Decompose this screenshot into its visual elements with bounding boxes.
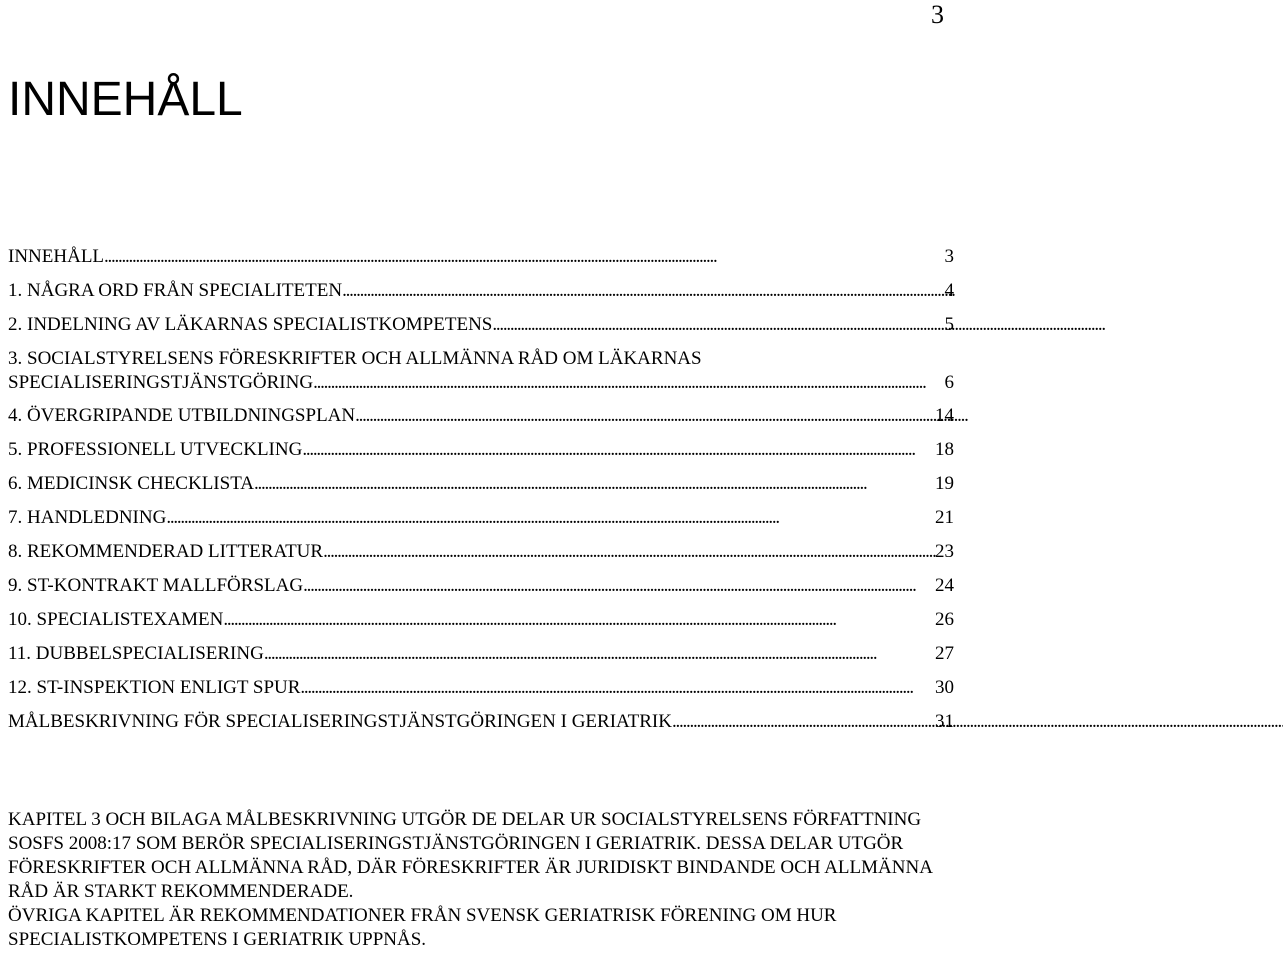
page-number: 3	[931, 0, 944, 29]
toc-leader-dots	[166, 501, 933, 535]
toc-entry-page: 4	[944, 280, 954, 301]
toc-entry-page: 27	[935, 643, 954, 664]
toc-entry-page: 18	[935, 439, 954, 460]
toc-entry-page: 23	[935, 541, 954, 562]
notes-section	[8, 808, 954, 952]
toc-leader-dots	[302, 433, 933, 467]
toc-leader-dots	[672, 705, 933, 739]
toc-entry-5[interactable]	[8, 433, 954, 467]
toc-entry-page: 3	[944, 246, 954, 267]
toc-entry-label-continued: SPECIALISERINGSTJÄNSTGÖRING	[8, 372, 314, 393]
toc-entry-page: 31	[935, 711, 954, 732]
toc-leader-dots	[313, 371, 942, 395]
toc-entry-label: 7. HANDLEDNING	[8, 507, 167, 528]
toc-leader-dots	[264, 637, 933, 671]
toc-leader-dots	[254, 467, 933, 501]
toc-entry-2[interactable]	[8, 308, 954, 342]
toc-leader-dots	[355, 399, 933, 433]
toc-leader-dots	[492, 308, 942, 342]
toc-entry-page: 14	[935, 405, 954, 426]
toc-entry-label: INNEHÅLL	[8, 246, 105, 267]
toc-entry-label: 12. ST-INSPEKTION ENLIGT SPUR	[8, 677, 301, 698]
toc-entry-label: 3. SOCIALSTYRELSENS FÖRESKRIFTER OCH ALLMÄNNA RÅD OM LÄKARNAS	[8, 348, 702, 369]
toc-entry-page: 30	[935, 677, 954, 698]
toc-entry-page: 21	[935, 507, 954, 528]
note-paragraph: KAPITEL 3 OCH BILAGA MÅLBESKRIVNING UTGÖR DE DELAR UR SOCIALSTYRELSENS FÖRFATTNING SOSFS 2008:17 SOM BERÖR SPECIALISERINGSTJÄNSTGÖRINGEN I GERIATRIK. DESSA DELAR UTGÖR FÖRESKRIFTER OCH ALLMÄNNA RÅD, DÄR FÖRESKRIFTER ÄR JURIDISKT BINDANDE OCH ALLMÄNNA RÅD ÄR STARKT REKOMMENDERADE.	[8, 809, 932, 902]
toc-entry-label: 9. ST-KONTRAKT MALLFÖRSLAG	[8, 575, 304, 596]
toc-leader-dots	[300, 671, 933, 705]
toc-entry-label: 11. DUBBELSPECIALISERING	[8, 643, 264, 664]
toc-entry-1[interactable]	[8, 274, 954, 308]
toc-entry-label: 4. ÖVERGRIPANDE UTBILDNINGSPLAN	[8, 405, 356, 426]
table-of-contents	[8, 240, 954, 739]
toc-entry-9[interactable]	[8, 569, 954, 603]
toc-leader-dots	[342, 274, 942, 308]
toc-entry-label: 8. REKOMMENDERAD LITTERATUR	[8, 541, 324, 562]
page-title: INNEHÅLL	[8, 73, 243, 126]
toc-entry-10[interactable]	[8, 603, 954, 637]
toc-entry-label: 6. MEDICINSK CHECKLISTA	[8, 473, 255, 494]
toc-entry-page: 6	[944, 372, 954, 393]
toc-entry-label: 10. SPECIALISTEXAMEN	[8, 609, 224, 630]
toc-leader-dots	[303, 569, 933, 603]
toc-entry-label: MÅLBESKRIVNING FÖR SPECIALISERINGSTJÄNSTGÖRINGEN I GERIATRIK	[8, 711, 672, 732]
toc-leader-dots	[323, 535, 933, 569]
toc-entry-12[interactable]	[8, 671, 954, 705]
toc-leader-dots	[104, 240, 942, 274]
toc-entry-label: 5. PROFESSIONELL UTVECKLING	[8, 439, 303, 460]
toc-entry-malbeskrivning[interactable]	[8, 705, 954, 739]
toc-entry-6[interactable]	[8, 467, 954, 501]
toc-entry-4[interactable]	[8, 399, 954, 433]
toc-entry-8[interactable]	[8, 535, 954, 569]
toc-entry-label: 1. NÅGRA ORD FRÅN SPECIALITETEN	[8, 280, 343, 301]
toc-entry-page: 5	[944, 314, 954, 335]
toc-entry-7[interactable]	[8, 501, 954, 535]
toc-entry-label: 2. INDELNING AV LÄKARNAS SPECIALISTKOMPETENS	[8, 314, 493, 335]
toc-entry-3[interactable]	[8, 342, 954, 399]
toc-entry-innehall[interactable]	[8, 240, 954, 274]
toc-entry-page: 26	[935, 609, 954, 630]
toc-entry-page: 19	[935, 473, 954, 494]
note-paragraph: ÖVRIGA KAPITEL ÄR REKOMMENDATIONER FRÅN SVENSK GERIATRISK FÖRENING OM HUR SPECIALISTKOMPETENS I GERIATRIK UPPNÅS.	[8, 905, 837, 950]
toc-leader-dots	[223, 603, 933, 637]
toc-entry-11[interactable]	[8, 637, 954, 671]
toc-entry-page: 24	[935, 575, 954, 596]
